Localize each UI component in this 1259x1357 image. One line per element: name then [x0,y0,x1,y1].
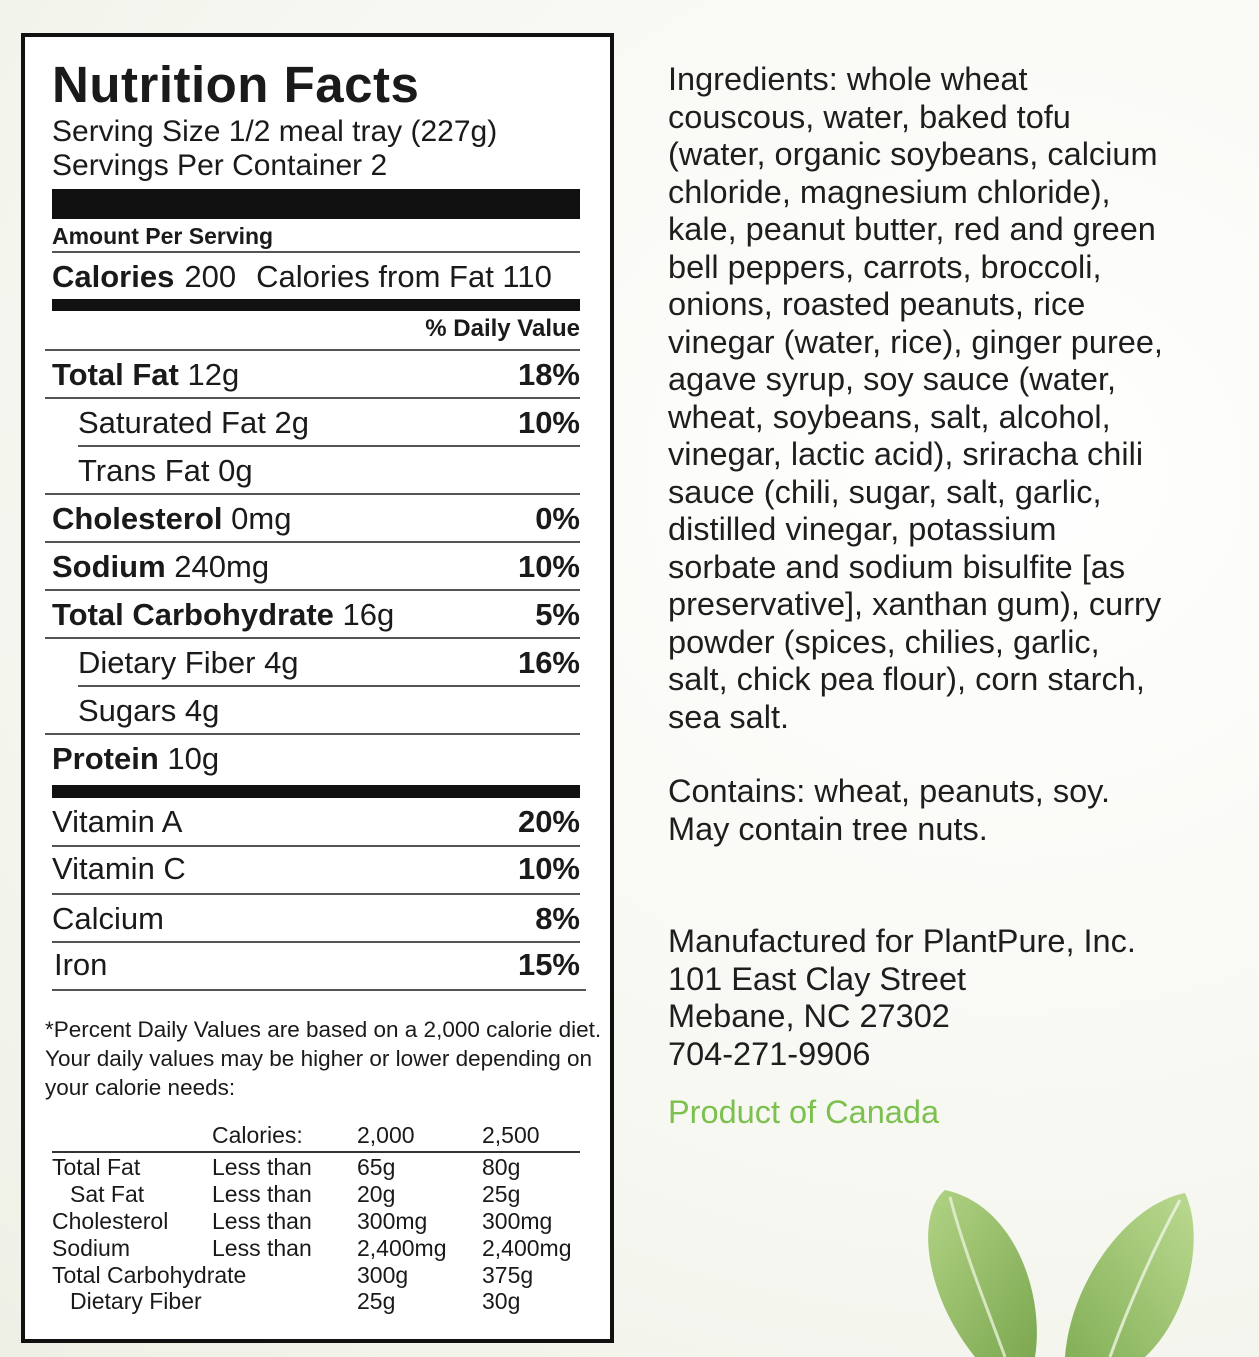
table-header-cell: 2,500 [482,1122,540,1148]
calories-from-fat: Calories from Fat 110 [256,259,552,294]
ingredients-line: agave syrup, soy sauce (water, [668,361,1117,397]
table-cell: 300mg [357,1208,428,1234]
ingredients-line: vinegar, lactic acid), sriracha chili [668,436,1144,472]
nutrient-row-sugars [78,691,580,731]
manufacturer-line: Manufactured for PlantPure, Inc. [668,923,1136,959]
divider [45,349,580,351]
calories-value: 200 [184,259,237,294]
servings-per-container: Servings Per Container 2 [52,149,388,182]
ingredients-line: (water, organic soybeans, calcium [668,136,1158,172]
table-cell: Sat Fat [70,1181,145,1207]
ingredients-line: onions, roasted peanuts, rice [668,286,1086,322]
nutrient-amount: 0mg [231,501,292,536]
vitamin-daily-value: 8% [535,901,580,936]
nutrient-row-protein [52,739,580,779]
ingredients-line: vinegar (water, rice), ginger puree, [668,323,1163,360]
daily-value-footnote: *Percent Daily Values are based on a 2,000 calorie diet. Your daily values may be higher or lower depending on your calorie needs: [45,1017,602,1100]
table-row [52,1262,584,1289]
ingredients-line: wheat, soybeans, salt, alcohol, [668,398,1111,435]
nutrient-daily-value: 18% [517,357,580,392]
table-cell: 375g [482,1262,534,1288]
nutrient-amount: 0g [218,453,253,488]
thick-divider [52,785,580,798]
ingredients-line: salt, chick pea flour), corn starch, [668,661,1145,697]
table-cell: Less than [212,1154,312,1180]
table-row [52,1235,584,1262]
nutrient-name: Sugars [78,693,177,728]
amount-per-serving-label: Amount Per Serving [52,223,274,249]
vitamin-name: Calcium [52,901,164,936]
ingredients-line: sea salt. [668,698,790,735]
nutrient-amount: 16g [342,597,395,632]
nutrient-row-cholesterol [52,499,580,539]
medium-divider [52,299,580,311]
table-cell: 25g [357,1288,396,1314]
calories-row [52,257,580,297]
ingredients-line: sorbate and sodium bisulfite [as [668,548,1126,585]
divider [52,1151,580,1153]
ingredients-line: preservative], xanthan gum), curry [668,586,1162,622]
vitamin-row-calcium [52,899,580,939]
divider [52,941,580,943]
table-cell: 65g [357,1154,396,1180]
manufacturer-line: Mebane, NC 27302 [668,998,950,1034]
leaf-decoration-icon [905,1175,1259,1357]
nutrient-name: Total Carbohydrate [52,597,334,632]
nutrient-row-sodium [52,547,580,587]
vitamin-row-iron [54,945,580,985]
divider [45,541,580,543]
table-cell: 25g [482,1181,521,1207]
table-cell: Sodium [52,1235,130,1261]
divider [45,637,580,639]
nutrient-name: Saturated Fat [78,405,266,440]
nutrient-row-trans-fat [78,451,580,491]
nutrient-name: Sodium [52,549,166,584]
nutrient-amount: 2g [274,405,309,440]
ingredients-line: kale, peanut butter, red and green [668,211,1156,247]
table-cell: 2,400mg [357,1235,447,1261]
nutrient-daily-value: 5% [535,597,580,632]
divider [52,845,580,847]
table-cell: 80g [482,1154,521,1180]
nutrition-facts-title: Nutrition Facts [52,56,420,113]
table-cell: Less than [212,1235,312,1261]
divider [78,685,580,687]
ingredients-line: couscous, water, baked tofu [668,98,1071,135]
daily-value-header: % Daily Value [425,315,580,342]
table-cell: 300mg [482,1208,553,1234]
vitamin-row-vitamin-c [52,849,580,889]
divider [45,733,580,735]
table-cell: Cholesterol [52,1208,169,1234]
ingredients-line: chloride, magnesium chloride), [668,173,1111,210]
nutrient-name: Dietary Fiber [78,645,256,680]
nutrient-amount: 240mg [174,549,270,584]
product-origin: Product of Canada [668,1094,940,1130]
nutrient-row-dietary-fiber [78,643,580,683]
vitamin-daily-value: 20% [517,804,580,839]
nutrient-name: Trans Fat [78,453,210,488]
nutrient-amount: 4g [264,645,299,680]
divider [52,893,580,895]
thick-divider [52,189,580,219]
divider [45,397,580,399]
nutrient-amount: 10g [167,741,220,776]
ingredients-line: distilled vinegar, potassium [668,511,1057,547]
vitamin-name: Vitamin C [52,851,186,886]
table-row [52,1288,584,1315]
vitamin-name: Vitamin A [52,804,183,839]
ingredients-line: powder (spices, chilies, garlic, [668,623,1100,660]
table-row [52,1154,584,1181]
divider [52,251,580,253]
table-cell: Less than [212,1208,312,1234]
manufacturer-info [668,923,1228,1073]
divider [78,445,580,447]
table-header [52,1122,584,1149]
ingredients-line: sauce (chili, sugar, salt, garlic, [668,473,1102,510]
nutrient-row-total-carbohydrate [52,595,580,635]
allergen-statement [668,773,1228,848]
nutrient-daily-value: 10% [517,405,580,440]
manufacturer-line: 101 East Clay Street [668,960,967,997]
table-header-cell: Calories: [212,1122,303,1148]
ingredients-text [668,61,1228,736]
table-cell: Total Carbohydrate [52,1262,247,1288]
nutrition-facts-panel [21,33,614,1343]
table-cell: 20g [357,1181,396,1207]
allergen-line: Contains: wheat, peanuts, soy. [668,773,1111,809]
divider [45,493,580,495]
manufacturer-line: 704-271-9906 [668,1035,871,1072]
vitamin-row-vitamin-a [52,802,580,842]
table-cell: Total Fat [52,1154,141,1180]
nutrient-name: Total Fat [52,357,179,392]
table-header-cell: 2,000 [357,1122,415,1148]
vitamin-name: Iron [54,947,108,982]
vitamin-daily-value: 10% [517,851,580,886]
vitamin-daily-value: 15% [517,947,580,982]
table-cell: 300g [357,1262,409,1288]
nutrient-daily-value: 10% [517,549,580,584]
table-cell: Dietary Fiber [70,1288,202,1314]
divider [52,989,586,991]
nutrient-name: Cholesterol [52,501,223,536]
table-row [52,1208,584,1235]
nutrient-amount: 4g [184,693,220,728]
table-cell: Less than [212,1181,312,1207]
calories-label: Calories [52,259,175,294]
nutrient-row-saturated-fat [78,403,580,443]
table-row [52,1181,584,1208]
divider [45,589,580,591]
nutrient-name: Protein [52,741,159,776]
nutrient-daily-value: 16% [517,645,580,680]
ingredients-line: Ingredients: whole wheat [668,61,1028,97]
allergen-line: May contain tree nuts. [668,810,988,847]
nutrient-daily-value: 0% [535,501,580,536]
serving-size: Serving Size 1/2 meal tray (227g) [52,115,498,148]
nutrient-amount: 12g [187,357,240,392]
ingredients-line: bell peppers, carrots, broccoli, [668,248,1102,285]
table-cell: 30g [482,1288,521,1314]
nutrient-row-total-fat [52,355,580,395]
table-cell: 2,400mg [482,1235,572,1261]
